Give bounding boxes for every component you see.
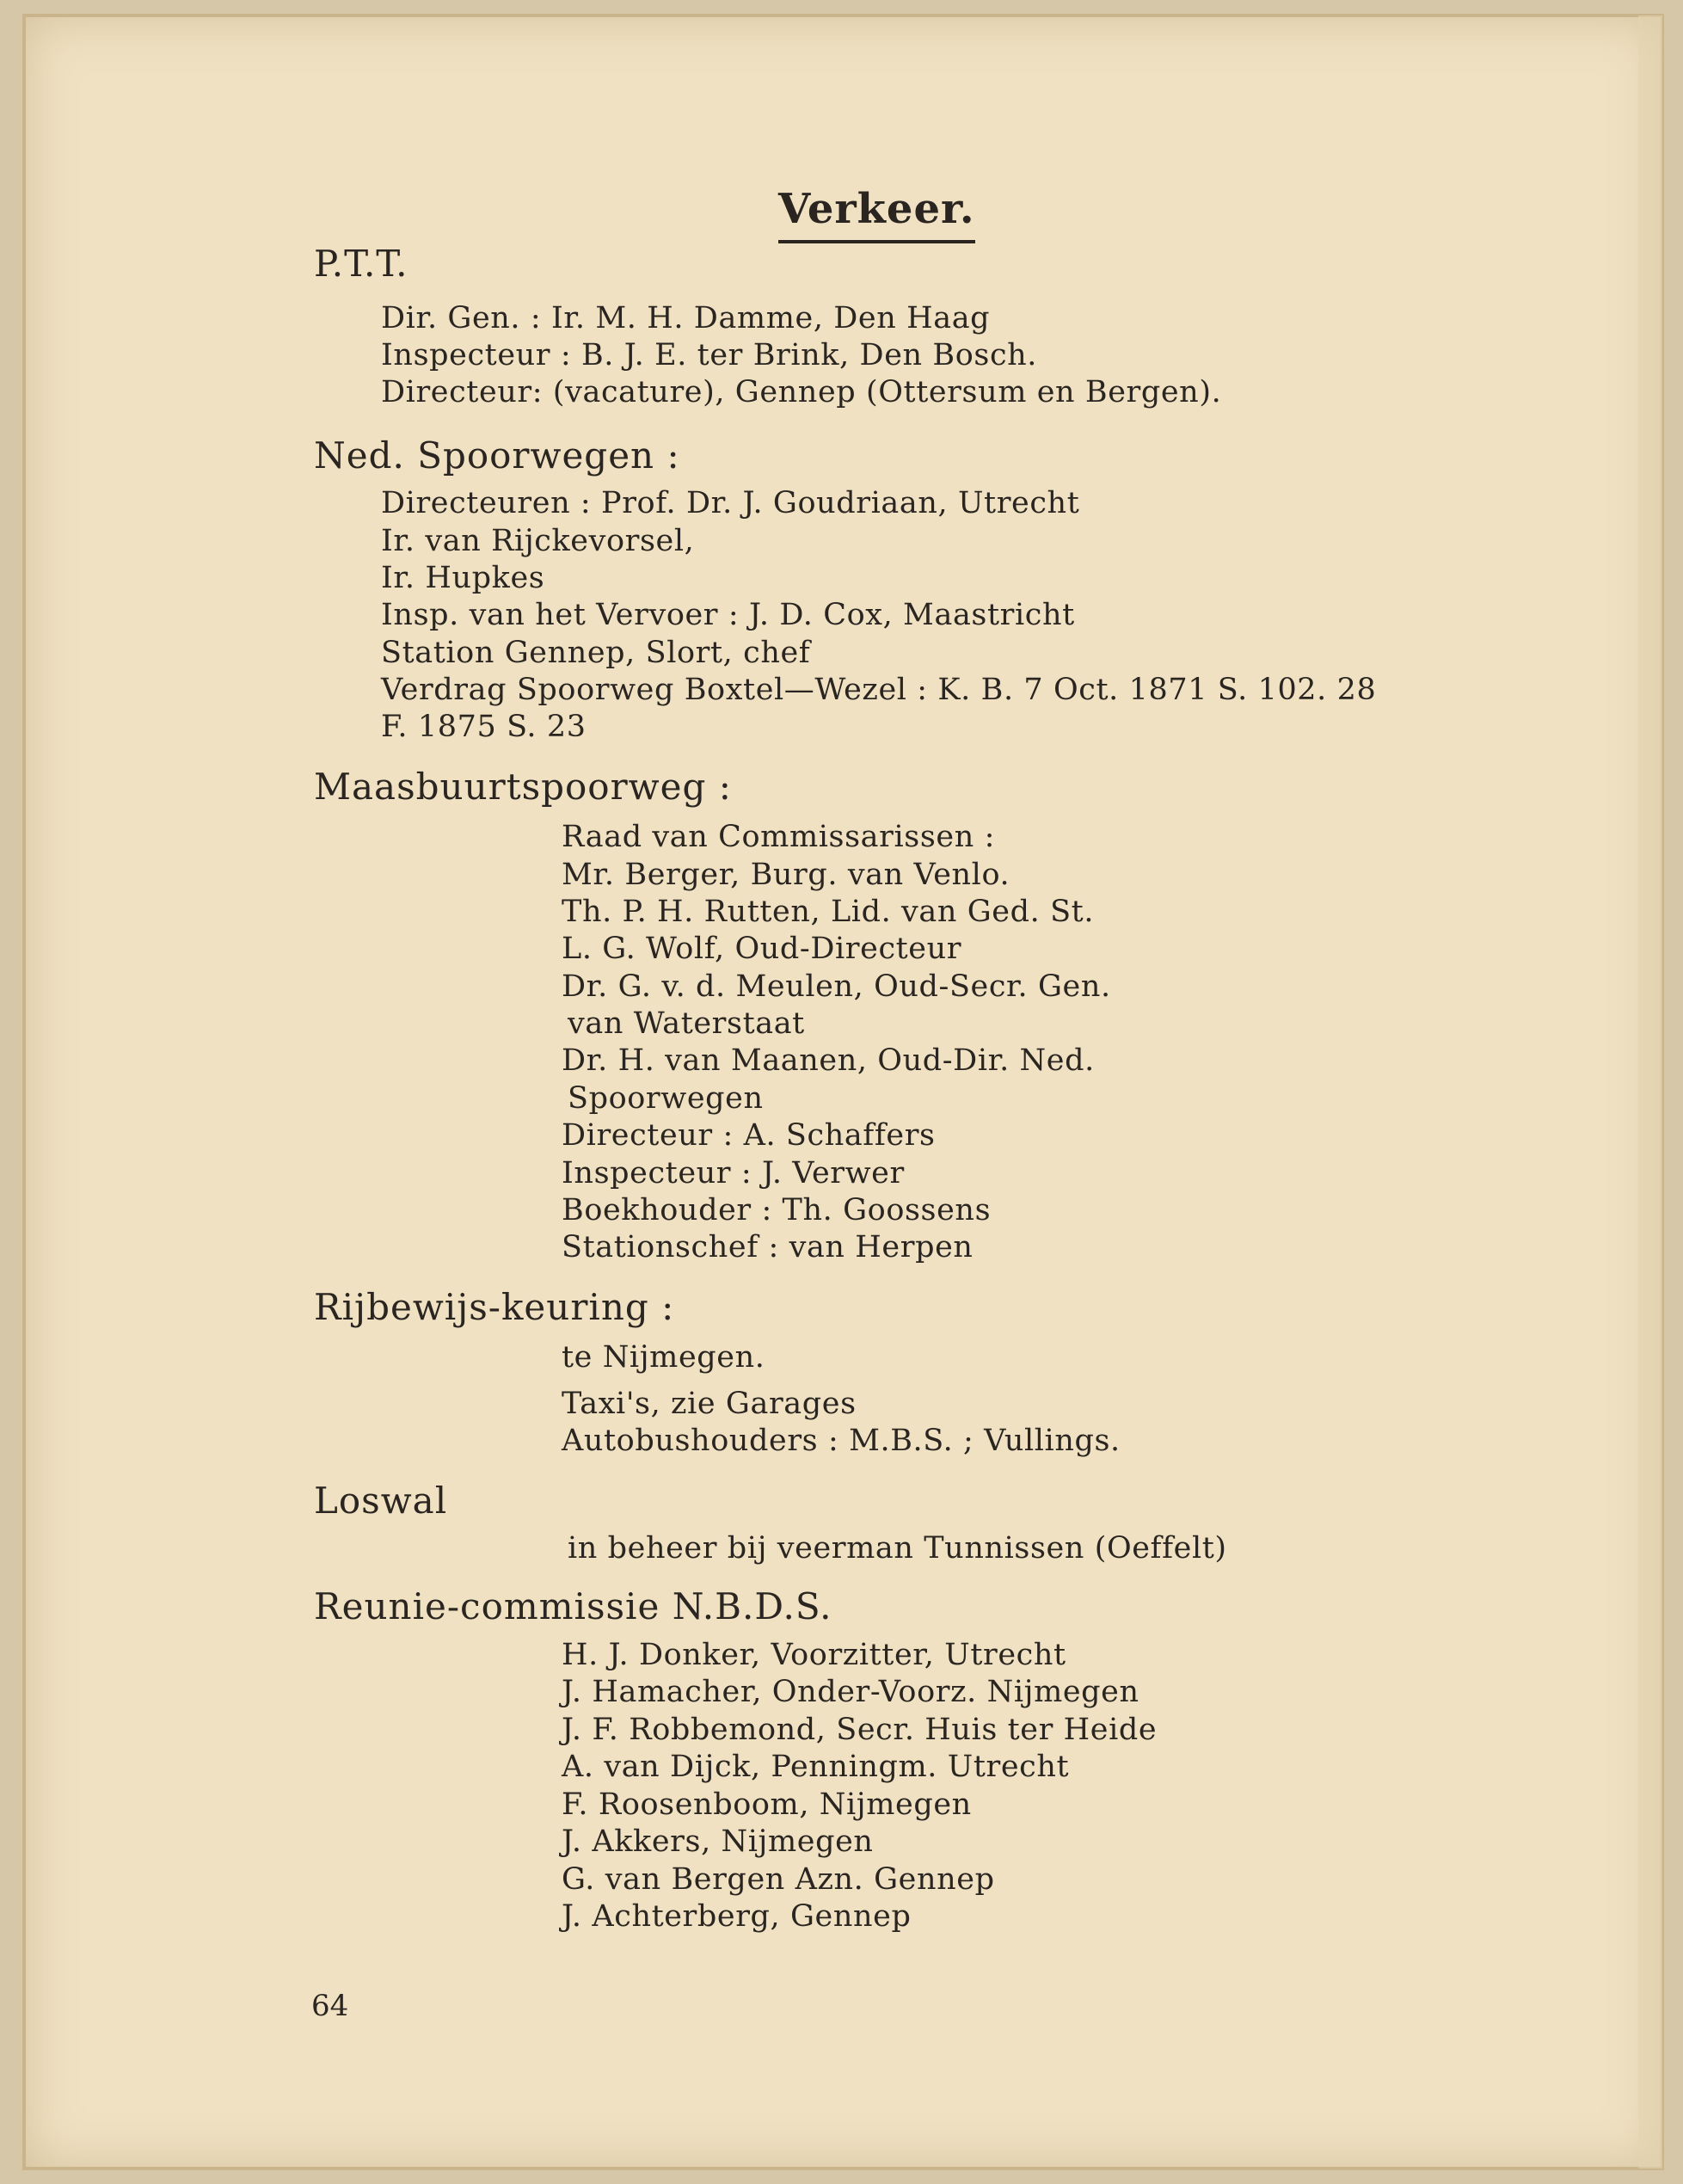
section-heading-loswal: Loswal [314,1480,448,1522]
maas-line: Boekhouder : Th. Goossens [562,1193,992,1227]
ptt-line: Inspecteur : B. J. E. ter Brink, Den Bosch. [381,338,1038,372]
ns-line: Verdrag Spoorweg Boxtel—Wezel : K. B. 7 Oct. 1871 S. 102. 28 [381,673,1377,707]
maas-line: Mr. Berger, Burg. van Venlo. [562,858,1010,892]
maas-line: van Waterstaat [568,1006,805,1041]
ns-line: Insp. van het Vervoer : J. D. Cox, Maastricht [381,598,1075,632]
reunie-line: A. van Dijck, Penningm. Utrecht [562,1750,1070,1784]
reunie-line: J. Akkers, Nijmegen [562,1824,874,1859]
section-heading-ns: Ned. Spoorwegen : [314,434,680,477]
section-heading-rijbewijs: Rijbewijs-keuring : [314,1286,675,1328]
ns-line: Ir. van Rijckevorsel, [381,524,695,558]
section-heading-maasbuurtspoorweg: Maasbuurtspoorweg : [314,766,732,808]
maas-line: L. G. Wolf, Oud-Directeur [562,932,962,966]
ptt-line: Dir. Gen. : Ir. M. H. Damme, Den Haag [381,301,991,335]
ns-line: Directeuren : Prof. Dr. J. Goudriaan, Utrecht [381,486,1080,520]
reunie-line: F. Roosenboom, Nijmegen [562,1787,972,1822]
reunie-line: J. F. Robbemond, Secr. Huis ter Heide [562,1713,1158,1747]
maas-line: Dr. H. van Maanen, Oud-Dir. Ned. [562,1043,1095,1078]
rijbewijs-line: Taxi's, zie Garages [562,1387,857,1421]
maas-line: Raad van Commissarissen : [562,820,995,854]
rijbewijs-line: Autobushouders : M.B.S. ; Vullings. [562,1424,1121,1458]
loswal-line: in beheer bij veerman Tunnissen (Oeffelt) [568,1531,1227,1566]
ns-line: Station Gennep, Slort, chef [381,636,811,670]
maas-line: Directeur : A. Schaffers [562,1118,936,1153]
reunie-line: J. Achterberg, Gennep [562,1899,912,1934]
reunie-line: G. van Bergen Azn. Gennep [562,1862,995,1897]
ns-line: F. 1875 S. 23 [381,710,587,744]
ptt-line: Directeur: (vacature), Gennep (Ottersum en Bergen). [381,375,1222,409]
maas-line: Stationschef : van Herpen [562,1230,974,1264]
maas-line: Spoorwegen [568,1081,764,1116]
reunie-line: J. Hamacher, Onder-Voorz. Nijmegen [562,1675,1139,1709]
section-heading-ptt: P.T.T. [314,243,408,285]
page-number: 64 [311,1989,349,2023]
ns-line: Ir. Hupkes [381,561,545,595]
maas-line: Th. P. H. Rutten, Lid. van Ged. St. [562,895,1095,929]
section-heading-reunie: Reunie-commissie N.B.D.S. [314,1585,832,1627]
page-title: Verkeer. [778,185,975,243]
maas-line: Inspecteur : J. Verwer [562,1156,905,1190]
rijbewijs-line: te Nijmegen. [562,1340,765,1375]
maas-line: Dr. G. v. d. Meulen, Oud-Secr. Gen. [562,969,1111,1004]
reunie-line: H. J. Donker, Voorzitter, Utrecht [562,1638,1066,1672]
